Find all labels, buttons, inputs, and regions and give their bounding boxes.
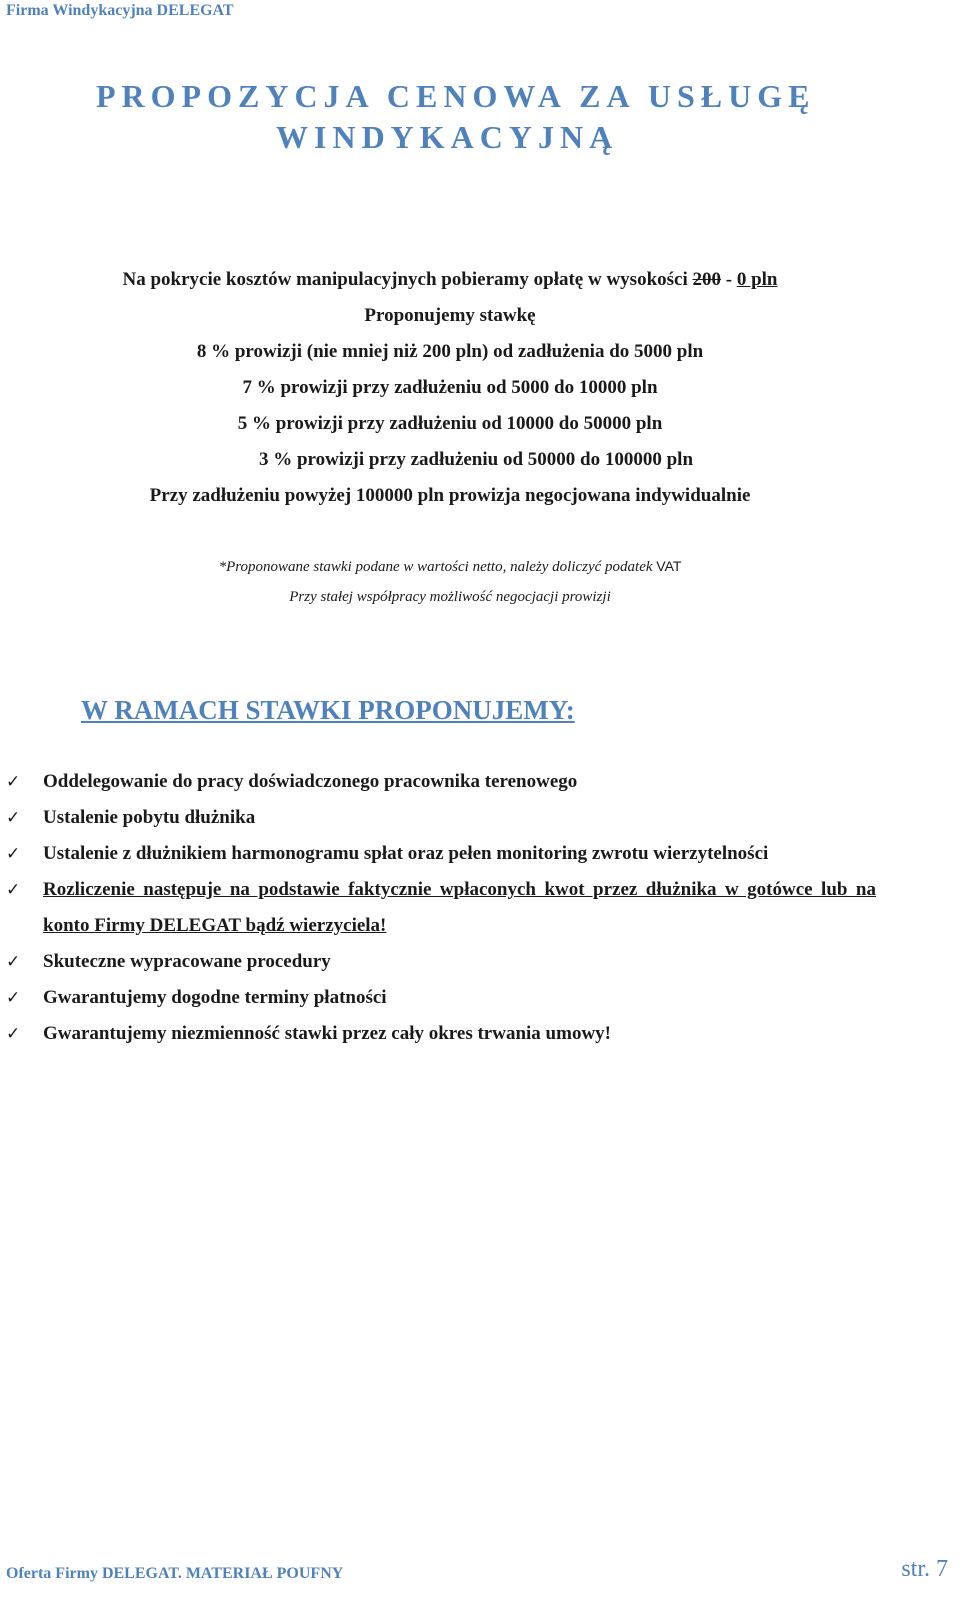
list-item <box>6 980 906 1016</box>
list-item <box>6 764 906 800</box>
benefits-list <box>6 764 906 1052</box>
document-title <box>96 76 856 158</box>
list-item <box>6 800 906 836</box>
checkmark-icon: ✓ <box>6 988 21 1008</box>
cooperation-note: Przy stałej współpracy możliwość negocjacji prowizji <box>289 589 611 605</box>
rate-line: 3 % prowizji przy zadłużeniu od 50000 do 100000 pln <box>258 449 694 470</box>
checkmark-icon: ✓ <box>6 952 21 972</box>
checkmark-icon: ✓ <box>6 844 21 864</box>
fee-new-value: 0 pln <box>736 269 778 290</box>
section-title: W RAMACH STAWKI PROPONUJEMY: <box>81 695 575 725</box>
rate-line: 5 % prowizji przy zadłużeniu od 10000 do 50000 pln <box>237 413 663 434</box>
benefit-text: Ustalenie z dłużnikiem harmonogramu spłat oraz pełen monitoring zwrotu wierzytelności <box>43 843 769 864</box>
vat-note <box>0 551 900 582</box>
notes-section <box>0 551 900 612</box>
pricing-section <box>0 262 900 514</box>
list-item <box>6 836 906 872</box>
title-line-2: WINDYKACYJNĄ <box>276 119 619 155</box>
rate-line: Przy zadłużeniu powyżej 100000 pln prowizja negocjowana indywidualnie <box>149 485 751 506</box>
vat-note-text: *Proponowane stawki podane w wartości netto, należy doliczyć podatek <box>218 559 657 575</box>
footer-confidential: Oferta Firmy DELEGAT. MATERIAŁ POUFNY <box>6 1565 344 1582</box>
fee-old-value: 200 <box>692 269 721 290</box>
benefit-text: Gwarantujemy niezmienność stawki przez cały okres trwania umowy! <box>43 1023 611 1044</box>
title-line-1: PROPOZYCJA CENOWA ZA USŁUGĘ <box>96 78 816 114</box>
checkmark-icon: ✓ <box>6 772 21 792</box>
list-item <box>6 872 906 944</box>
fee-separator: - <box>721 269 737 290</box>
rate-line: 7 % prowizji przy zadłużeniu od 5000 do 10000 pln <box>242 377 658 398</box>
benefit-text: Ustalenie pobytu dłużnika <box>43 807 256 828</box>
checkmark-icon: ✓ <box>6 1024 21 1044</box>
vat-word: VAT <box>656 558 682 574</box>
handling-fee-line <box>0 262 900 298</box>
page-number: str. 7 <box>901 1556 948 1582</box>
list-item <box>6 1016 906 1052</box>
benefit-text: Skuteczne wypracowane procedury <box>43 951 331 972</box>
checkmark-icon: ✓ <box>6 880 21 900</box>
propose-heading: Proponujemy stawkę <box>364 305 536 326</box>
fee-prefix: Na pokrycie kosztów manipulacyjnych pobieramy opłatę w wysokości <box>122 269 693 290</box>
benefit-text: Gwarantujemy dogodne terminy płatności <box>43 987 387 1008</box>
rate-line: 8 % prowizji (nie mniej niż 200 pln) od zadłużenia do 5000 pln <box>196 341 704 362</box>
list-item <box>6 944 906 980</box>
page-header: Firma Windykacyjna DELEGAT <box>6 2 234 19</box>
benefit-text: Rozliczenie następuje na podstawie faktycznie wpłaconych kwot przez dłużnika w gotówce lub na konto Firmy DELEGAT bądź wierzyciela! <box>43 879 876 936</box>
benefit-text: Oddelegowanie do pracy doświadczonego pracownika terenowego <box>43 771 578 792</box>
checkmark-icon: ✓ <box>6 808 21 828</box>
